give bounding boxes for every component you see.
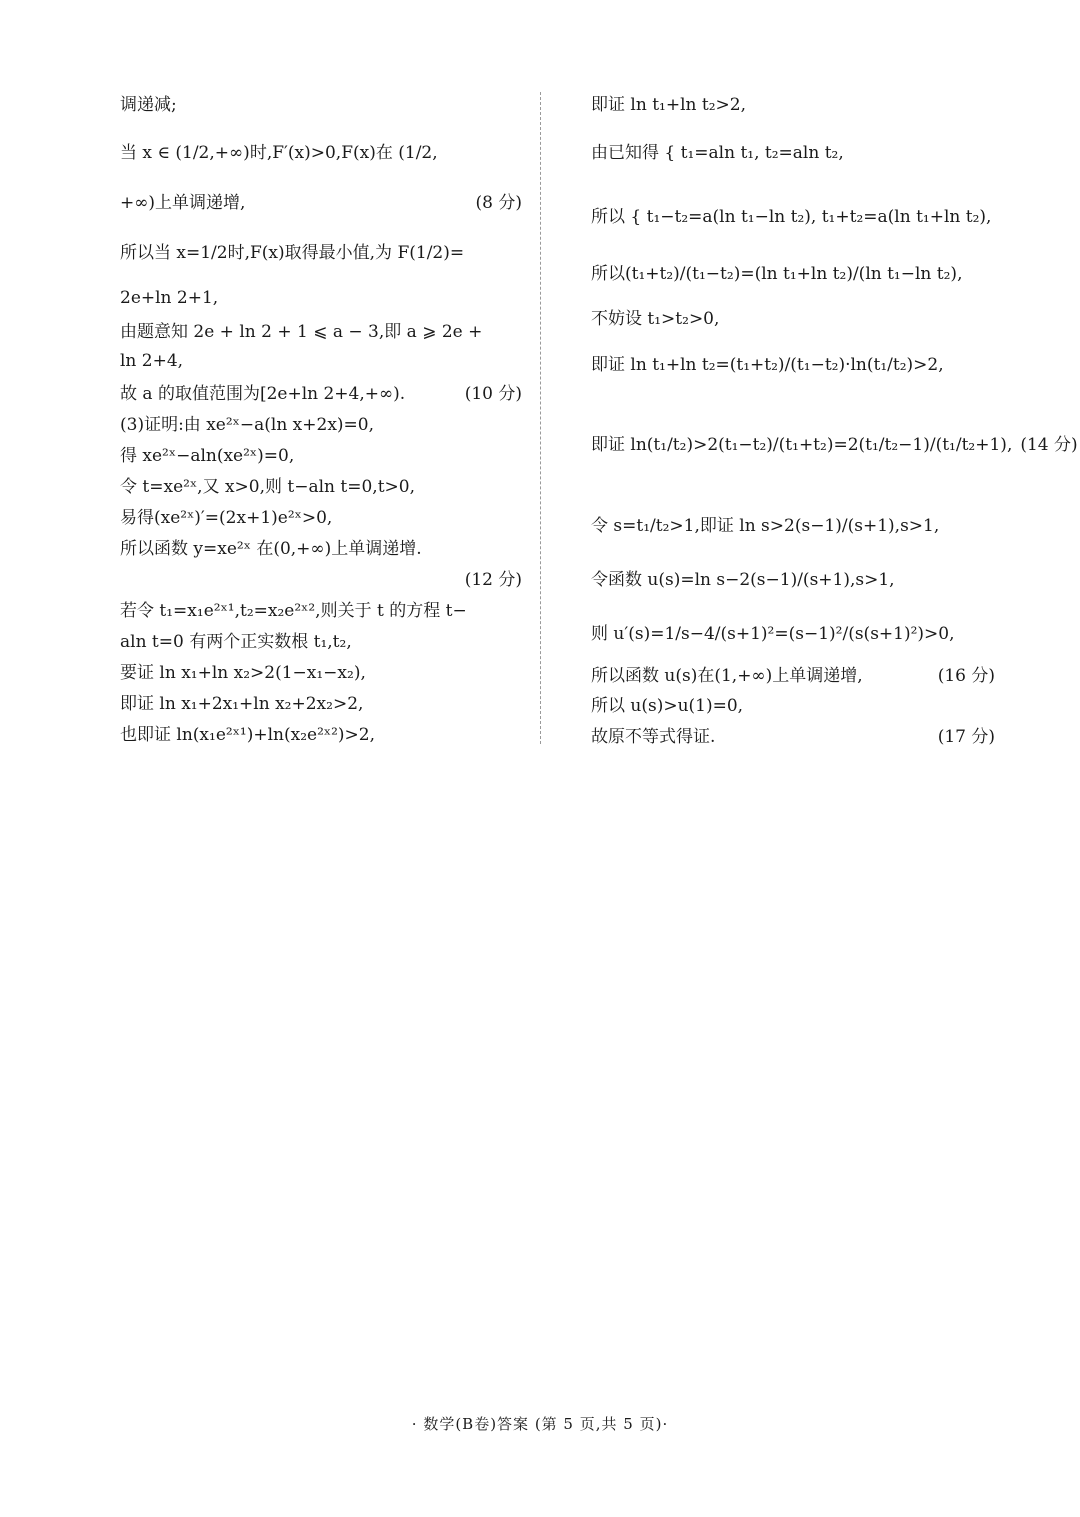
solution-text: 当 x ∈ (1/2,+∞)时,F′(x)>0,F(x)在 (1/2, — [120, 142, 438, 163]
column-divider — [540, 92, 541, 744]
solution-text: 也即证 ln(x₁e²ˣ¹)+ln(x₂e²ˣ²)>2, — [120, 725, 376, 745]
solution-text: 由题意知 2e + ln 2 + 1 ⩽ a − 3,即 a ⩾ 2e + — [120, 322, 483, 342]
solution-text: 由已知得 { t₁=aln t₁, t₂=aln t₂, — [591, 142, 844, 163]
solution-text: 易得(xe²ˣ)′=(2x+1)e²ˣ>0, — [120, 508, 333, 528]
solution-text: 所以(t₁+t₂)/(t₁−t₂)=(ln t₁+ln t₂)/(ln t₁−ln t₂), — [591, 263, 963, 284]
solution-line — [120, 686, 522, 717]
solution-line — [120, 593, 522, 624]
score-mark: (10 分) — [464, 384, 522, 404]
solution-line — [120, 86, 522, 119]
solution-text: 所以当 x=1/2时,F(x)取得最小值,为 F(1/2)= — [120, 242, 465, 263]
solution-text: +∞)上单调递增, — [120, 192, 246, 213]
solution-line — [120, 376, 522, 407]
solution-line — [120, 181, 522, 219]
solution-text: 令函数 u(s)=ln s−2(s−1)/(s+1),s>1, — [591, 569, 895, 590]
solution-text: 得 xe²ˣ−aln(xe²ˣ)=0, — [120, 446, 295, 466]
solution-text: 若令 t₁=x₁e²ˣ¹,t₂=x₂e²ˣ²,则关于 t 的方程 t− — [120, 601, 467, 621]
solution-line — [120, 717, 522, 748]
solution-line — [120, 345, 522, 376]
solution-text: aln t=0 有两个正实数根 t₁,t₂, — [120, 632, 352, 652]
score-mark: (8 分) — [475, 192, 522, 213]
solution-line — [120, 655, 522, 686]
solution-line — [120, 119, 522, 181]
solution-text: 即证 ln t₁+ln t₂>2, — [591, 94, 746, 115]
solution-text: 令 s=t₁/t₂>1,即证 ln s>2(s−1)/(s+1),s>1, — [591, 515, 940, 536]
solution-text: 即证 ln(t₁/t₂)>2(t₁−t₂)/(t₁+t₂)=2(t₁/t₂−1)/(t₁/t₂+1), — [591, 434, 1013, 455]
solution-text: ln 2+4, — [120, 350, 184, 371]
score-mark: (14 分) — [1020, 434, 1078, 455]
solution-line — [591, 182, 995, 246]
solution-line — [591, 719, 995, 750]
solution-line — [120, 562, 522, 593]
solution-text: 则 u′(s)=1/s−4/(s+1)²=(s−1)²/(s(s+1)²)>0, — [591, 623, 955, 644]
solution-text: 所以 u(s)>u(1)=0, — [591, 696, 744, 716]
solution-text: 即证 ln x₁+2x₁+ln x₂+2x₂>2, — [120, 694, 364, 714]
solution-line — [120, 531, 522, 562]
solution-text: 所以 { t₁−t₂=a(ln t₁−ln t₂), t₁+t₂=a(ln t₁+ln t₂), — [591, 206, 992, 227]
left-column — [120, 86, 522, 748]
solution-line — [120, 624, 522, 655]
solution-line — [591, 296, 995, 336]
score-mark: (16 分) — [937, 665, 995, 686]
solution-text: 要证 ln x₁+ln x₂>2(1−x₁−x₂), — [120, 663, 366, 683]
solution-line — [591, 86, 995, 118]
solution-line — [120, 469, 522, 500]
score-mark: (12 分) — [464, 570, 522, 590]
solution-line — [591, 658, 995, 688]
solution-text: 令 t=xe²ˣ,又 x>0,则 t−aln t=0,t>0, — [120, 477, 416, 497]
solution-line — [591, 336, 995, 388]
solution-line — [591, 550, 995, 604]
solution-line — [120, 500, 522, 531]
solution-text: 所以函数 u(s)在(1,+∞)上单调递增, — [591, 665, 863, 686]
solution-text: 2e+ln 2+1, — [120, 287, 219, 308]
right-column — [591, 86, 1078, 750]
solution-line — [120, 407, 522, 438]
score-mark: (17 分) — [937, 727, 995, 747]
solution-line — [591, 688, 995, 719]
page-footer: · 数学(B卷)答案 (第 5 页,共 5 页)· — [411, 1415, 669, 1433]
solution-text: 不妨设 t₁>t₂>0, — [591, 308, 720, 329]
solution-text: 所以函数 y=xe²ˣ 在(0,+∞)上单调递增. — [120, 539, 422, 559]
solution-line — [591, 496, 995, 550]
solution-text: 故 a 的取值范围为[2e+ln 2+4,+∞). — [120, 384, 406, 404]
solution-line — [120, 219, 522, 281]
solution-text: (3)证明:由 xe²ˣ−a(ln x+2x)=0, — [120, 415, 375, 435]
solution-line — [120, 438, 522, 469]
solution-text: 调递减; — [120, 95, 177, 115]
solution-line — [120, 314, 522, 345]
solution-text: 故原不等式得证. — [591, 727, 716, 747]
solution-line — [591, 604, 995, 658]
solution-line — [591, 388, 1078, 496]
solution-line — [591, 118, 995, 182]
solution-line — [591, 246, 995, 296]
solution-line — [120, 281, 522, 314]
solution-text: 即证 ln t₁+ln t₂=(t₁+t₂)/(t₁−t₂)·ln(t₁/t₂)>2, — [591, 354, 944, 375]
